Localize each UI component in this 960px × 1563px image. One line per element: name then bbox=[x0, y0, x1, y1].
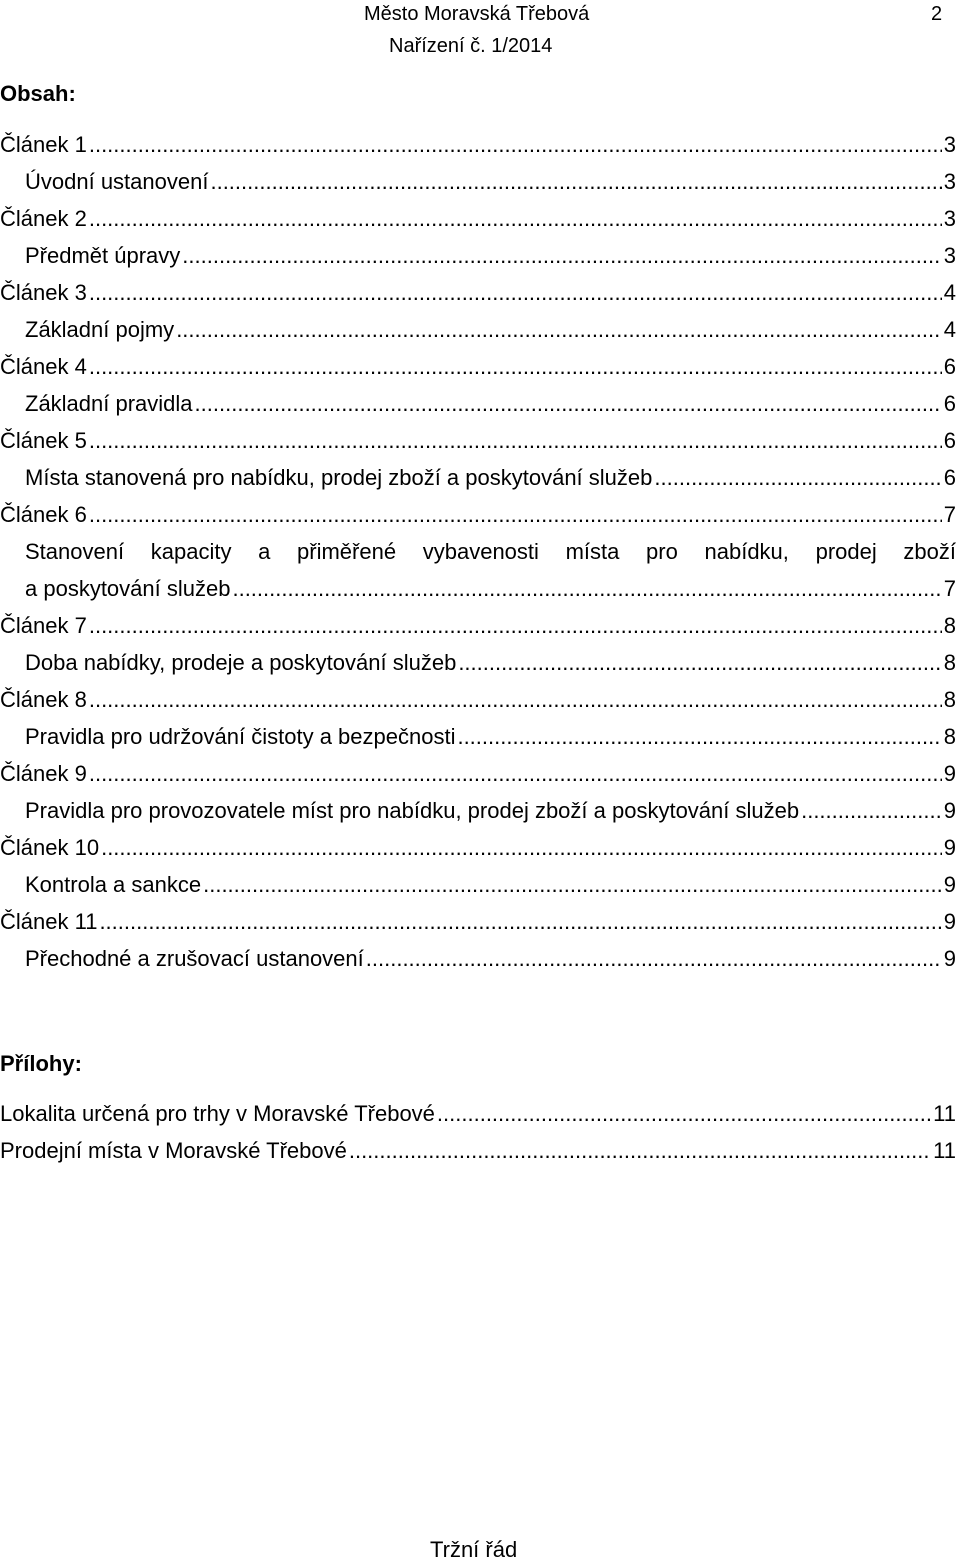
toc-entry-page: 8 bbox=[943, 687, 956, 712]
toc-entry-title: Článek 10 bbox=[0, 835, 100, 860]
toc-entry-page: 9 bbox=[943, 761, 956, 786]
toc-entry[interactable] bbox=[0, 311, 956, 348]
toc-entry[interactable] bbox=[0, 792, 956, 829]
toc-entry-title: Článek 1 bbox=[0, 132, 87, 157]
toc-entry-page: 3 bbox=[943, 243, 956, 268]
dot-leader bbox=[654, 465, 941, 491]
dot-leader bbox=[89, 280, 942, 306]
toc-entry[interactable] bbox=[0, 348, 956, 385]
dot-leader bbox=[99, 909, 941, 935]
toc-entry[interactable] bbox=[0, 1132, 956, 1169]
toc-entry[interactable] bbox=[0, 829, 956, 866]
header-regulation-number: Nařízení č. 1/2014 bbox=[389, 35, 553, 57]
toc-entry[interactable] bbox=[0, 385, 956, 422]
toc-entry[interactable] bbox=[0, 200, 956, 237]
toc-entry-title: Článek 11 bbox=[0, 909, 98, 934]
toc-entry-page: 3 bbox=[943, 206, 956, 231]
toc-entry[interactable] bbox=[0, 866, 956, 903]
toc-entry-title: Článek 5 bbox=[0, 428, 87, 453]
dot-leader bbox=[195, 391, 942, 417]
dot-leader bbox=[89, 132, 942, 158]
toc-entry-page: 9 bbox=[943, 798, 956, 823]
dot-leader bbox=[801, 798, 942, 824]
toc-entry-page: 6 bbox=[943, 354, 956, 379]
toc-entry[interactable] bbox=[0, 459, 956, 496]
toc-entry[interactable] bbox=[0, 496, 956, 533]
toc-entry-title: Článek 3 bbox=[0, 280, 87, 305]
toc-entry[interactable] bbox=[0, 940, 956, 977]
toc-entry[interactable] bbox=[0, 126, 956, 163]
table-of-contents bbox=[0, 126, 956, 977]
toc-entry-title: Prodejní místa v Moravské Třebové bbox=[0, 1138, 347, 1163]
toc-entry-title: Základní pojmy bbox=[25, 317, 175, 342]
toc-entry-title: Článek 7 bbox=[0, 613, 87, 638]
dot-leader bbox=[437, 1101, 931, 1127]
dot-leader bbox=[182, 243, 941, 269]
toc-entry-title: Lokalita určená pro trhy v Moravské Třebové bbox=[0, 1101, 435, 1126]
toc-entry[interactable] bbox=[0, 163, 956, 200]
toc-entry-title: Článek 8 bbox=[0, 687, 87, 712]
toc-entry-title: Pravidla pro provozovatele míst pro nabídku, prodej zboží a poskytování služeb bbox=[25, 798, 800, 823]
toc-entry-title: Přechodné a zrušovací ustanovení bbox=[25, 946, 364, 971]
toc-entry-title: a poskytování služeb bbox=[25, 576, 231, 601]
dot-leader bbox=[89, 761, 942, 787]
header-page-number: 2 bbox=[931, 3, 943, 25]
dot-leader bbox=[89, 613, 942, 639]
toc-entry[interactable] bbox=[0, 718, 956, 755]
toc-entry[interactable] bbox=[0, 903, 956, 940]
attachments-heading: Přílohy: bbox=[0, 1051, 82, 1076]
toc-entry[interactable] bbox=[0, 422, 956, 459]
header-town-name: Město Moravská Třebová bbox=[364, 3, 590, 25]
toc-entry[interactable] bbox=[0, 237, 956, 274]
toc-entry-title: Předmět úpravy bbox=[25, 243, 181, 268]
toc-entry-title: Úvodní ustanovení bbox=[25, 169, 209, 194]
dot-leader bbox=[89, 354, 942, 380]
dot-leader bbox=[458, 650, 941, 676]
toc-entry-page: 7 bbox=[943, 576, 956, 601]
toc-entry[interactable] bbox=[0, 533, 956, 607]
toc-entry-page: 6 bbox=[943, 428, 956, 453]
toc-entry-page: 8 bbox=[943, 613, 956, 638]
toc-entry[interactable] bbox=[0, 644, 956, 681]
toc-entry[interactable] bbox=[0, 607, 956, 644]
toc-entry-page: 9 bbox=[943, 872, 956, 897]
toc-entry[interactable] bbox=[0, 681, 956, 718]
toc-entry-page: 9 bbox=[943, 946, 956, 971]
toc-entry-title: Kontrola a sankce bbox=[25, 872, 202, 897]
toc-entry-title: Článek 9 bbox=[0, 761, 87, 786]
dot-leader bbox=[210, 169, 941, 195]
toc-entry-page: 11 bbox=[933, 1101, 956, 1126]
toc-entry[interactable] bbox=[0, 274, 956, 311]
toc-entry-page: 4 bbox=[943, 317, 956, 342]
toc-entry-title: Základní pravidla bbox=[25, 391, 193, 416]
toc-entry-page: 8 bbox=[943, 650, 956, 675]
toc-entry-title: Článek 4 bbox=[0, 354, 87, 379]
toc-entry-title: Doba nabídky, prodeje a poskytování služeb bbox=[25, 650, 457, 675]
toc-entry[interactable] bbox=[0, 755, 956, 792]
toc-entry-page: 9 bbox=[943, 909, 956, 934]
toc-entry[interactable] bbox=[0, 1095, 956, 1132]
toc-entry-title-line1: Stanovení kapacity a přiměřené vybavenosti místa pro nabídku, prodej zboží bbox=[25, 539, 956, 564]
attachments-list bbox=[0, 1095, 956, 1169]
toc-entry-title: Pravidla pro udržování čistoty a bezpečnosti bbox=[25, 724, 456, 749]
dot-leader bbox=[89, 428, 942, 454]
dot-leader bbox=[89, 502, 942, 528]
toc-entry-page: 7 bbox=[943, 502, 956, 527]
toc-entry-page: 8 bbox=[943, 724, 956, 749]
toc-entry-page: 3 bbox=[943, 169, 956, 194]
dot-leader bbox=[232, 576, 941, 602]
toc-heading: Obsah: bbox=[0, 81, 76, 106]
toc-entry-title: Článek 2 bbox=[0, 206, 87, 231]
dot-leader bbox=[349, 1138, 931, 1164]
dot-leader bbox=[366, 946, 942, 972]
dot-leader bbox=[89, 206, 942, 232]
toc-entry-page: 3 bbox=[943, 132, 956, 157]
toc-entry-title: Místa stanovená pro nabídku, prodej zboží a poskytování služeb bbox=[25, 465, 653, 490]
toc-entry-title: Článek 6 bbox=[0, 502, 87, 527]
toc-entry-page: 11 bbox=[933, 1138, 956, 1163]
dot-leader bbox=[457, 724, 941, 750]
dot-leader bbox=[101, 835, 942, 861]
dot-leader bbox=[89, 687, 942, 713]
toc-entry-page: 9 bbox=[943, 835, 956, 860]
toc-entry-page: 6 bbox=[943, 391, 956, 416]
footer-title: Tržní řád bbox=[430, 1537, 518, 1562]
dot-leader bbox=[176, 317, 942, 343]
toc-entry-page: 4 bbox=[943, 280, 956, 305]
dot-leader bbox=[203, 872, 942, 898]
toc-entry-page: 6 bbox=[943, 465, 956, 490]
